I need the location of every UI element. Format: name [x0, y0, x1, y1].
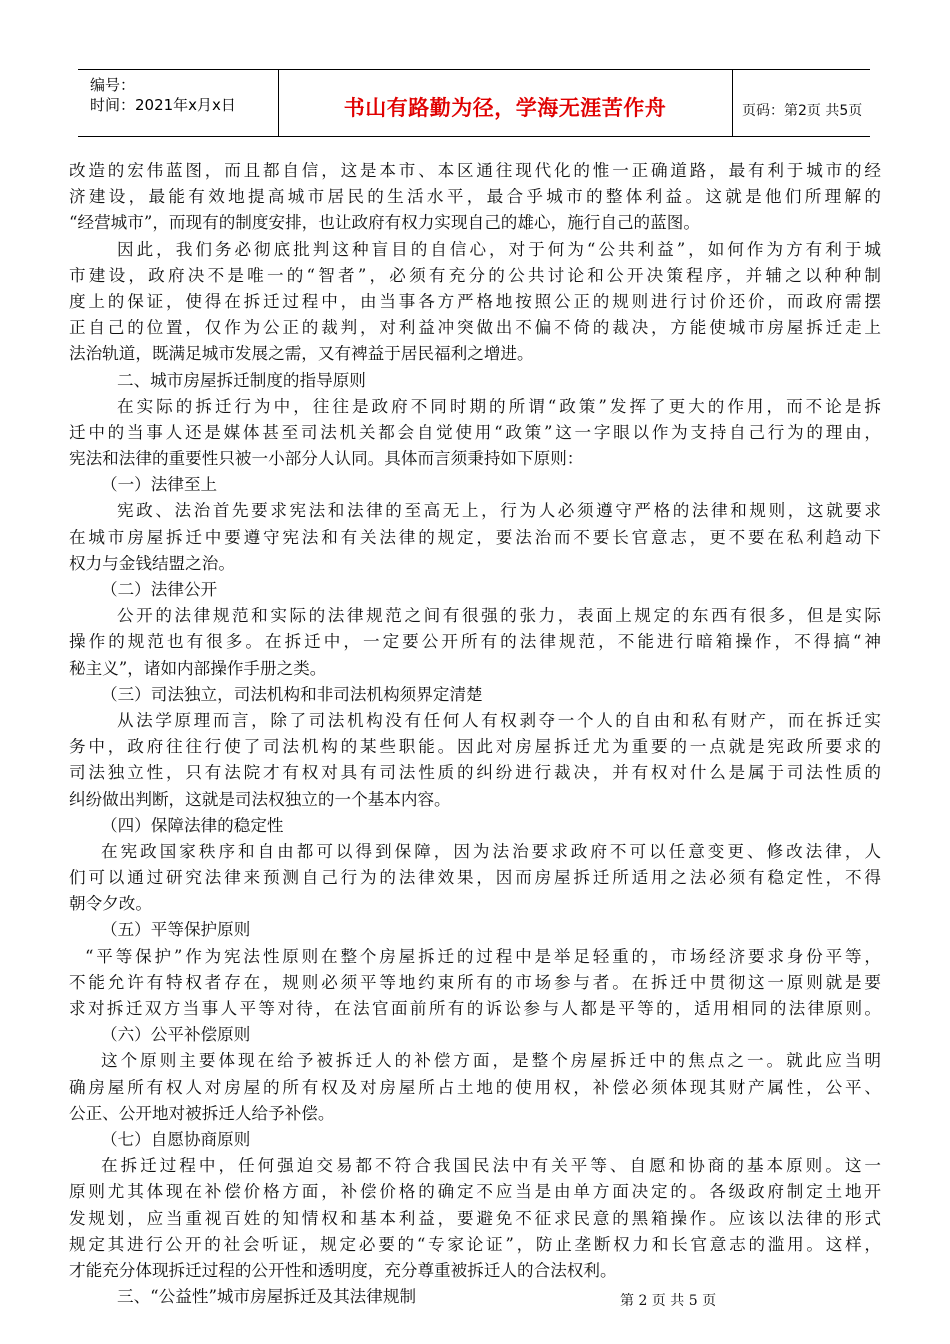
text-line: 不能允许有特权者存在，规则必须平等地约束所有的市场参与者。在拆迁中贯彻这一原则就是要: [69, 972, 881, 992]
text-line: 济建设，最能有效地提高城市居民的生活水平，最合乎城市的整体利益。这就是他们所理解的: [69, 187, 881, 207]
document-number-label: 编号：: [90, 76, 136, 94]
text-line: 改造的宏伟蓝图，而且都自信，这是本市、本区通往现代化的惟一正确道路，最有利于城市的经: [69, 161, 881, 180]
text-line: （七）自愿协商原则: [101, 1129, 251, 1149]
text-line: “经营城市”，而现有的制度安排，也让政府有权力实现自己的雄心，施行自己的蓝图。: [69, 213, 700, 233]
text-line: 朝令夕改。: [69, 894, 152, 914]
text-line: 这个原则主要体现在给予被拆迁人的补偿方面，是整个房屋拆迁中的焦点之一。就此应当明: [101, 1051, 881, 1071]
header-meta-cell: [78, 70, 279, 136]
text-line: 在拆迁过程中，任何强迫交易都不符合我国民法中有关平等、自愿和协商的基本原则。这一: [101, 1156, 881, 1176]
text-line: 发规划，应当重视百姓的知情权和基本利益，要避免不征求民意的黑箱操作。应该以法律的形式: [69, 1208, 881, 1228]
text-line: 宪法和法律的重要性只被一小部分人认同。具体而言须秉持如下原则：: [69, 449, 584, 469]
text-line: （四）保障法律的稳定性: [101, 815, 284, 835]
document-time-label: 时间：2021年x月x日: [90, 96, 236, 114]
motto-text: 书山有路勤为径，学海无涯苦作舟: [343, 96, 667, 120]
text-line: 正自己的位置，仅作为公正的裁判，对利益冲突做出不偏不倚的裁决，方能使城市房屋拆迁走上: [69, 318, 881, 338]
text-line: 三、“公益性”城市房屋拆迁及其法律规制: [117, 1287, 417, 1307]
text-line: （一）法律至上: [101, 475, 218, 495]
text-line: 司法独立性，只有法院才有权对具有司法性质的纠纷进行裁决，并有权对什么是属于司法性质的: [69, 763, 881, 783]
text-line: 们可以通过研究法律来预测自己行为的法律效果，因而房屋拆迁所适用之法必须有稳定性，不得: [69, 868, 881, 888]
header-page-cell: [732, 70, 870, 136]
footer-page-number: 第 2 页 共 5 页: [620, 1293, 717, 1309]
text-line: 务中，政府往往行使了司法机构的某些职能。因此对房屋拆迁尤为重要的一点就是宪政所要求的: [69, 737, 881, 757]
text-line: （六）公平补偿原则: [101, 1025, 251, 1045]
text-line: 公开的法律规范和实际的法律规范之间有很强的张力，表面上规定的东西有很多，但是实际: [117, 606, 881, 626]
text-line: 秘主义”，诸如内部操作手册之类。: [69, 658, 327, 678]
text-line: （五）平等保护原则: [101, 920, 251, 940]
text-line: 操作的规范也有很多。在拆迁中，一定要公开所有的法律规范，不能进行暗箱操作，不得搞“神: [69, 632, 881, 652]
text-line: 公正、公开地对被拆迁人给予补偿。: [69, 1103, 335, 1123]
text-line: 从法学原理而言，除了司法机构没有任何人有权剥夺一个人的自由和私有财产，而在拆迁实: [117, 710, 881, 730]
text-line: 原则尤其体现在补偿价格方面，补偿价格的确定不应当是由单方面决定的。各级政府制定土地开: [69, 1182, 881, 1202]
header-page-number: 页码：第2页 共5页: [742, 103, 863, 119]
text-line: 宪政、法治首先要求宪法和法律的至高无上，行为人必须遵守严格的法律和规则，这就要求: [117, 501, 881, 521]
text-line: 法治轨道，既满足城市发展之需，又有裨益于居民福利之增进。: [69, 344, 534, 364]
text-line: 纠纷做出判断，这就是司法权独立的一个基本内容。: [69, 789, 451, 809]
text-line: 度上的保证，使得在拆迁过程中，由当事各方严格地按照公正的规则进行讨价还价，而政府需摆: [69, 291, 881, 311]
text-line: （二）法律公开: [101, 580, 218, 599]
text-line: 在城市房屋拆迁中要遵守宪法和有关法律的规定，要法治而不要长官意志，更不要在私利趋动下: [69, 527, 881, 547]
header-motto-cell: [278, 70, 733, 136]
text-line: 迁中的当事人还是媒体甚至司法机关都会自觉使用“政策”这一字眼以作为支持自己行为的理由，: [69, 422, 881, 442]
text-line: 规定其进行公开的社会听证，规定必要的“专家论证”，防止垄断权力和长官意志的滥用。这样，: [69, 1234, 881, 1254]
text-line: 二、城市房屋拆迁制度的指导原则: [117, 370, 366, 390]
text-line: 在宪政国家秩序和自由都可以得到保障，因为法治要求政府不可以任意变更、修改法律，人: [101, 841, 881, 861]
header-table: [78, 69, 870, 137]
text-line: 求对拆迁双方当事人平等对待，在法官面前所有的诉讼参与人都是平等的，适用相同的法律原则。: [69, 999, 881, 1018]
text-line: 才能充分体现拆迁过程的公开性和透明度，充分尊重被拆迁人的合法权利。: [69, 1260, 617, 1280]
text-line: 权力与金钱结盟之治。: [69, 553, 235, 573]
body-text: [69, 158, 881, 1310]
text-line: “平等保护”作为宪法性原则在整个房屋拆迁的过程中是举足轻重的，市场经济要求身份平等，: [85, 946, 881, 966]
text-line: 市建设，政府决不是唯一的“智者”，必须有充分的公共讨论和公开决策程序，并辅之以种种制: [69, 265, 881, 285]
text-line: 确房屋所有权人对房屋的所有权及对房屋所占土地的使用权，补偿必须体现其财产属性，公平、: [69, 1077, 881, 1097]
text-line: （三）司法独立，司法机构和非司法机构须界定清楚: [101, 684, 483, 704]
text-line: 在实际的拆迁行为中，往往是政府不同时期的所谓“政策”发挥了更大的作用，而不论是拆: [117, 396, 881, 416]
text-line: 因此，我们务必彻底批判这种盲目的自信心，对于何为“公共利益”，如何作为方有利于城: [117, 239, 881, 259]
